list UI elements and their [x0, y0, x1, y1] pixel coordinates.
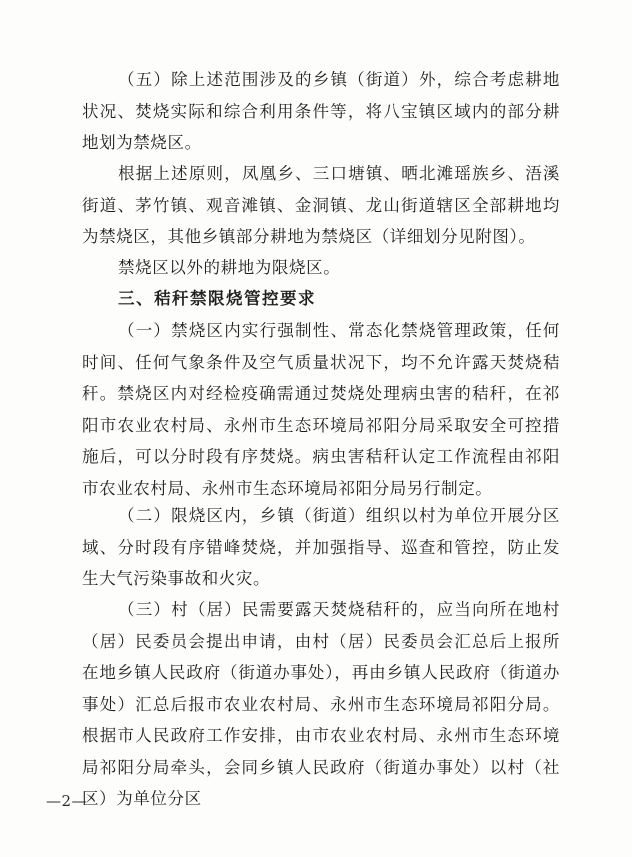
paragraph-five: （五）除上述范围涉及的乡镇（街道）外，综合考虑耕地状况、焚烧实际和综合利用条件等，将八宝镇区域内的部分耕地划为禁烧区。: [82, 70, 560, 152]
paragraph-restricted-zone: 禁烧区以外的耕地为限烧区。: [118, 258, 341, 277]
section-heading: 三、秸秆禁限烧管控要求: [118, 289, 316, 308]
paragraph-section-one: （一）禁烧区内实行强制性、常态化禁烧管理政策，任何时间、任何气象条件及空气质量状况下，均不允许露天焚烧秸秆。禁烧区内对经检疫确需通过焚烧处理病虫害的秸秆，在祁阳市农业农村局、永州市生态环境局祁阳分局采取安全可控措施后，可以分时段有序焚烧。病虫害秸秆认定工作流程由祁阳市农业农村局、永州市生态环境局祁阳分局另行制定。: [82, 321, 560, 498]
paragraph-section-two: （二）限烧区内，乡镇（街道）组织以村为单位开展分区域、分时段有序错峰焚烧，并加强指导、巡查和管控，防止发生大气污染事故和火灾。: [82, 506, 560, 588]
page-number: —2—: [46, 792, 88, 810]
paragraph-section-three: （三）村（居）民需要露天焚烧秸秆的，应当向所在地村（居）民委员会提出申请，由村（居）民委员会汇总后上报所在地乡镇人民政府（街道办事处），再由乡镇人民政府（街道办事处）汇总后报市农业农村局、永州市生态环境局祁阳分局。根据市人民政府工作安排，由市农业农村局、永州市生态环境局祁阳分局牵头，会同乡镇人民政府（街道办事处）以村（社区）为单位分区: [82, 600, 560, 808]
paragraph-principle: 根据上述原则，凤凰乡、三口塘镇、晒北滩瑶族乡、浯溪街道、茅竹镇、观音滩镇、金洞镇、龙山街道辖区全部耕地均为禁烧区，其他乡镇部分耕地为禁烧区（详细划分见附图）。: [82, 164, 560, 246]
